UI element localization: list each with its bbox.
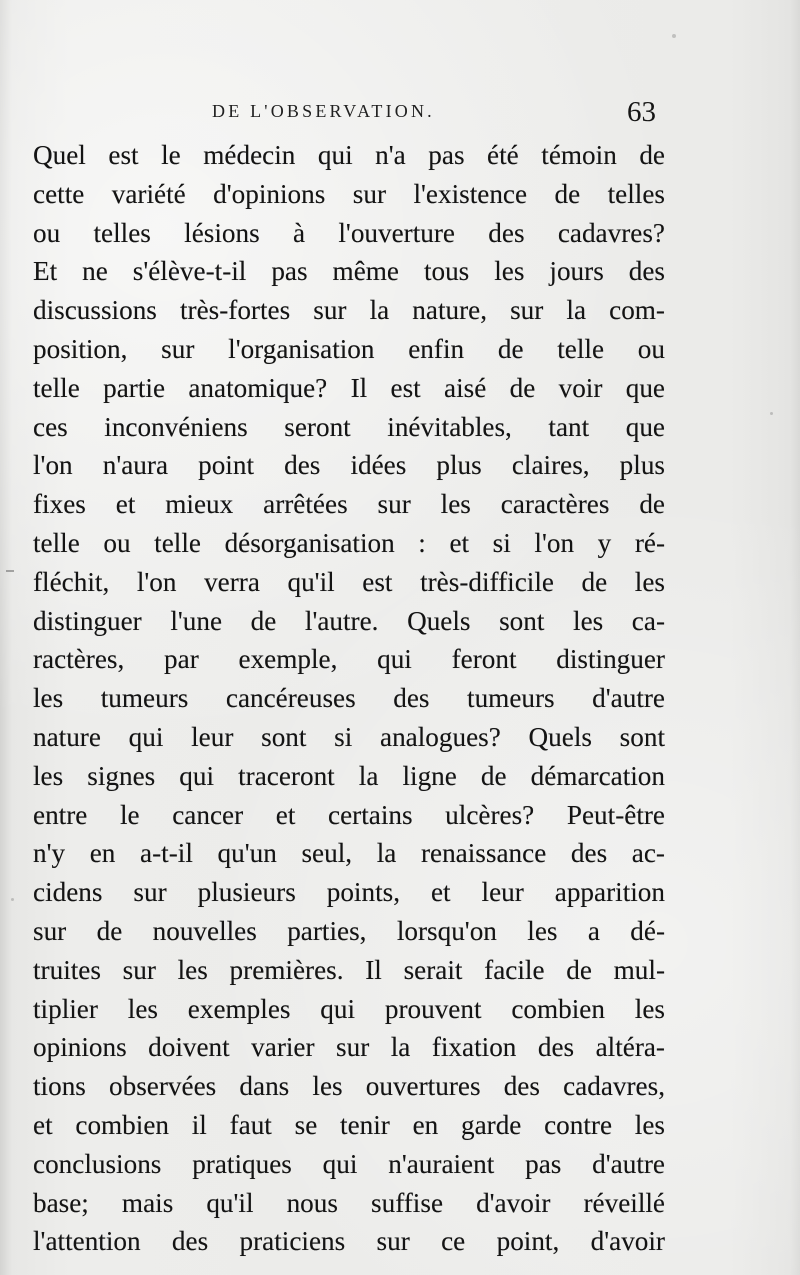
text-line: distinguer l'une de l'autre. Quels sont les ca- — [33, 605, 665, 636]
text-line: fixes et mieux arrêtées sur les caractères de — [33, 489, 665, 520]
text-line: et combien il faut se tenir en garde contre les — [33, 1109, 665, 1140]
paper-speck — [770, 412, 773, 415]
text-line: tiplier les exemples qui prouvent combien les — [33, 993, 665, 1024]
text-line: truites sur les premières. Il serait facile de mul- — [33, 954, 665, 985]
text-line: conclusions pratiques qui n'auraient pas d'autre — [33, 1148, 665, 1179]
body-text — [33, 136, 665, 1261]
text-line: nature qui leur sont si analogues? Quels sont — [33, 721, 665, 752]
text-line: n'y en a-t-il qu'un seul, la renaissance des ac- — [33, 838, 665, 869]
text-line: entre le cancer et certains ulcères? Peut-être — [33, 799, 665, 830]
text-line: telle partie anatomique? Il est aisé de voir que — [33, 372, 665, 403]
text-line: tions observées dans les ouvertures des cadavres, — [33, 1071, 665, 1102]
page-header — [30, 96, 670, 130]
text-line: opinions doivent varier sur la fixation des altéra- — [33, 1032, 665, 1063]
text-line: position, sur l'organisation enfin de telle ou — [33, 333, 665, 364]
text-line: les signes qui traceront la ligne de démarcation — [33, 760, 665, 791]
margin-mark — [6, 570, 14, 572]
text-line: cidens sur plusieurs points, et leur apparition — [33, 877, 665, 908]
text-line: cette variété d'opinions sur l'existence de telles — [33, 178, 665, 209]
text-line: discussions très-fortes sur la nature, sur la com- — [33, 295, 665, 326]
text-line: Et ne s'élève-t-il pas même tous les jours des — [33, 256, 665, 287]
text-line: fléchit, l'on verra qu'il est très-difficile de les — [33, 566, 665, 597]
text-line: ces inconvéniens seront inévitables, tant que — [33, 411, 665, 442]
text-line: les tumeurs cancéreuses des tumeurs d'autre — [33, 683, 665, 714]
running-head: DE L'OBSERVATION. — [212, 101, 435, 121]
paper-speck — [11, 898, 14, 901]
text-line: sur de nouvelles parties, lorsqu'on les a dé- — [33, 915, 665, 946]
text-line: base; mais qu'il nous suffise d'avoir réveillé — [33, 1187, 665, 1218]
text-line: l'on n'aura point des idées plus claires, plus — [33, 450, 665, 481]
text-line: ou telles lésions à l'ouverture des cadavres? — [33, 217, 665, 248]
text-line: l'attention des praticiens sur ce point, d'avoir — [33, 1226, 665, 1257]
text-line: telle ou telle désorganisation : et si l'on y ré- — [33, 527, 665, 558]
text-line: ractères, par exemple, qui feront distinguer — [33, 644, 665, 675]
paper-speck — [672, 34, 676, 38]
text-line: Quel est le médecin qui n'a pas été témoin de — [33, 140, 665, 170]
page-number: 63 — [627, 96, 656, 128]
